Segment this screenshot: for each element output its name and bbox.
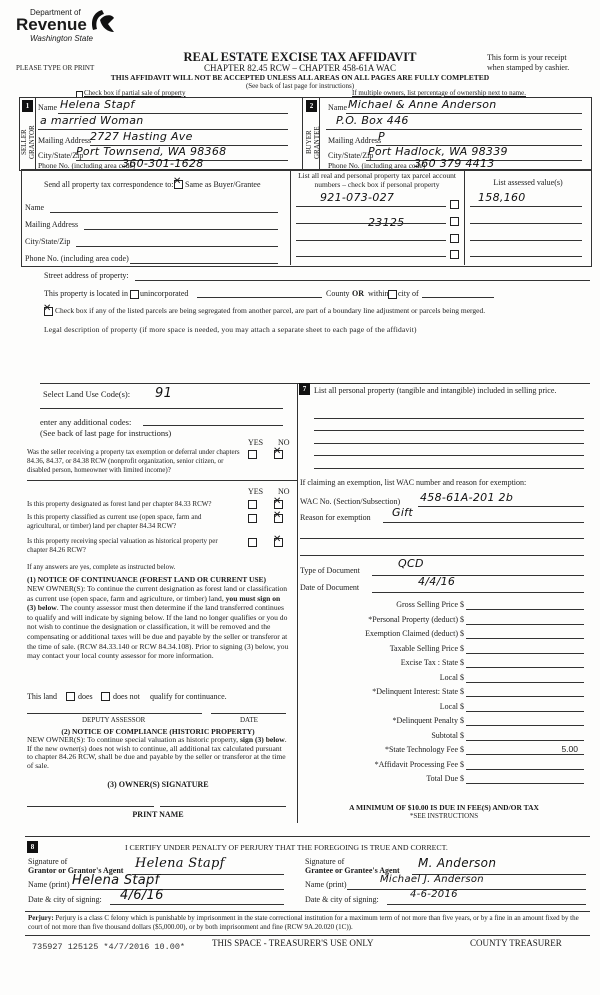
parcel-number[interactable]: 23125: [368, 216, 405, 229]
partial-sale-label: Check box if partial sale of property: [84, 89, 186, 97]
fee-label: Subtotal $: [431, 730, 464, 740]
owner-signature-label: (3) OWNER(S) SIGNATURE: [107, 780, 209, 789]
county-field[interactable]: [197, 297, 322, 298]
corr-mail-field[interactable]: [84, 229, 278, 230]
same-as-buyer-checkbox[interactable]: [174, 180, 183, 189]
q2-yes-checkbox[interactable]: [248, 500, 257, 509]
segregated-checkbox[interactable]: [44, 307, 53, 316]
question-current-use: Is this property classified as current use (open space, farm and agricultural, or timber) land per chapter 84.34 RCW?: [27, 513, 202, 530]
dor-logo-mark-icon: [88, 8, 116, 38]
street-address-field[interactable]: [135, 280, 590, 281]
q1-yes-checkbox[interactable]: [248, 450, 257, 459]
notice-continuance-title: (1) NOTICE OF CONTINUANCE (FOREST LAND OR CURRENT USE): [27, 575, 267, 584]
segregated-label: Check box if any of the listed parcels are being segregated from another parcel, are part of a boundary line adjustment or parcels being merged.: [55, 306, 486, 315]
notice-compliance-text: NEW OWNER(S): To continue special valuation as historic property, sign (3) below. If the new owner(s) does not wish to continue, all additional tax calculated pursuant to chapter 84.26 RCW, shall be due and payable by the seller or transferor at the time of sale.: [27, 735, 287, 770]
question-historical: Is this property receiving special valuation as historical property per chapter 84.26 RCW?: [27, 537, 218, 554]
assessed-header: List assessed value(s): [493, 178, 563, 187]
q1-no-checkbox[interactable]: [274, 450, 283, 459]
perjury-notice: Perjury: Perjury is a class C felony which is punishable by imprisonment in the state correctional institution for a maximum term of not more than five years, or by a fine in an amount fixed by the court of not more than five thousand dollars ($5,000.00), or by both imprisonment and fine (RCW 9A.20.020 (1C)).: [28, 914, 579, 931]
fee-label: *Delinquent Penalty $: [392, 716, 464, 725]
q4-no-checkbox[interactable]: [274, 538, 283, 547]
personal-property-checkbox[interactable]: [450, 217, 459, 226]
city-checkbox[interactable]: [388, 290, 397, 299]
assessed-value[interactable]: 158,160: [478, 191, 526, 204]
parcels-header: List all real and personal property tax parcel account numbers – check box if personal property: [298, 171, 456, 189]
corr-city-field[interactable]: [76, 246, 278, 247]
q4-yes-checkbox[interactable]: [248, 538, 257, 547]
minimum-due-note: A MINIMUM OF $10.00 IS DUE IN FEE(S) AND/OR TAX: [349, 803, 539, 812]
fee-label: Total Due $: [426, 774, 464, 783]
owner-print-name-field[interactable]: [160, 806, 286, 807]
see-back: (See back of last page for instructions): [245, 82, 355, 90]
seller-phone[interactable]: 360-301-1628: [122, 157, 204, 170]
deputy-assessor-signature[interactable]: [27, 713, 202, 714]
correspondence-label: Send all property tax correspondence to:: [44, 180, 174, 189]
fee-label: Local $: [439, 672, 464, 682]
seller-name-line2[interactable]: a married Woman: [40, 114, 144, 127]
corr-phone-field[interactable]: [130, 263, 278, 264]
notice-compliance-title: (2) NOTICE OF COMPLIANCE (HISTORIC PROPERTY): [61, 727, 255, 736]
personal-property-line[interactable]: [314, 468, 584, 469]
personal-property-line[interactable]: [314, 443, 584, 444]
buyer-phone[interactable]: 360 379 4413: [414, 157, 495, 170]
buyer-name-line2[interactable]: P.O. Box 446: [336, 114, 409, 127]
grantee-signing-date[interactable]: 4-6-2016: [410, 889, 458, 900]
multiple-owners-note: If multiple owners, list percentage of ownership next to name.: [352, 89, 526, 97]
fee-value[interactable]: 5.00: [561, 744, 578, 754]
seller-side-label: SELLER GRANTOR: [20, 125, 36, 160]
fee-label: Gross Selling Price $: [396, 600, 464, 609]
personal-property-line[interactable]: [314, 430, 584, 431]
assessor-date-field[interactable]: [211, 713, 286, 714]
please-type: PLEASE TYPE OR PRINT: [16, 64, 95, 72]
seller-name[interactable]: Helena Stapf: [60, 98, 135, 111]
question-exemption: Was the seller receiving a property tax exemption or deferral under chapters 84.36, 84.37, or 84.38 RCW (nonprofit organization, senior citizen, or disabled person, homeowner with limited income)?: [27, 448, 240, 474]
does-checkbox[interactable]: [66, 692, 75, 701]
land-use-code[interactable]: 91: [155, 386, 173, 401]
cashier-stamp: 735927 125125 *4/7/2016 10.00*: [32, 942, 186, 952]
seller-mailing-address[interactable]: 2727 Hasting Ave: [90, 130, 193, 143]
legal-description-label: Legal description of property (if more space is needed, you may attach a separate sheet to each page of the affidavit): [44, 325, 417, 334]
q3-no-checkbox[interactable]: [274, 514, 283, 523]
personal-property-checkbox[interactable]: [450, 250, 459, 259]
same-as-buyer-label: Same as Buyer/Grantee: [185, 180, 261, 189]
notice-continuance-text: NEW OWNER(S): To continue the current designation as forest land or classification as current use (open space, farm and agriculture, or timber) land, you must sign on (3) below. The county assessor must then determine if the land transferred continues to qualify and will indicate by signing below. If the land no longer qualifies or you do not wish to continue the designation or classification, it will be removed and the compensating or additional taxes will be due and payable by the seller or transferor at the time of sale. (RCW 84.33.140 or RCW 84.34.108). Prior to signing (3) below, you may contact your local county assessor for more information.: [27, 584, 289, 661]
question-forest: Is this property designated as forest land per chapter 84.33 RCW?: [27, 500, 212, 508]
chapter-line: CHAPTER 82.45 RCW – CHAPTER 458-61A WAC: [204, 63, 396, 73]
buyer-name[interactable]: Michael & Anne Anderson: [348, 98, 497, 111]
grantor-signing-date[interactable]: 4/6/16: [120, 888, 164, 903]
personal-property-label: List all personal property (tangible and intangible) included in selling price.: [314, 386, 557, 395]
receipt-note: This form is your receipt: [487, 53, 567, 62]
q3-yes-checkbox[interactable]: [248, 514, 257, 523]
buyer-city-state-zip[interactable]: Port Hadlock, WA 98339: [368, 145, 508, 158]
q2-no-checkbox[interactable]: [274, 500, 283, 509]
form-title: REAL ESTATE EXCISE TAX AFFIDAVIT: [183, 50, 417, 64]
fee-label: *Delinquent Interest: State $: [372, 687, 464, 696]
buyer-side-label: BUYER GRANTEE: [305, 126, 321, 159]
corr-name-field[interactable]: [50, 212, 278, 213]
buyer-mailing-address[interactable]: P: [378, 130, 385, 143]
additional-codes-field[interactable]: [143, 425, 283, 426]
does-not-checkbox[interactable]: [101, 692, 110, 701]
excise-tax-affidavit: Department of Revenue Washington State REAL ESTATE EXCISE TAX AFFIDAVIT CHAPTER 82.45 RCW – CHAPTER 458-61A WAC PLEASE TYPE OR PRINT This form is your receipt when stamped by cashier. THIS AFFIDAVIT WILL NOT BE ACCEPTED UNLESS ALL AREAS ON ALL PAGES ARE FULLY COMPLETED (See back of last page for instructions) Check box if partial sale of property If multiple owners, list percentage of ownership next to name. 1 SELLER GRANTOR Name Helena Stapf a married Woman Mailing Address 2727 Hasting Ave City/State/Zip Port Townsend, WA 98368 Phone No. (including area code) 360-301-1628 2 BUYER GRANTEE Name Michael & Anne Anderson P.O. Box 446 Mailing Address P City/State/Zip Port Hadlock, WA 98339 Phone No. (including area code) 360 379 4413 Send all property tax correspondence to: ✕ Same as Buyer/Grantee Name Mailing Address City/State/Zip Phone No. (including area code) List all real and personal property tax parcel account numbers – check box if personal property List assessed value(s) 921-073-027 23125 158,160 Street address of property: This property is located in unincorporated County OR within city of ✕ Check box if any of the listed parcels are being segregated from another parcel, are part of a boundary line adjustment or parcels being merged. Legal description of property (if more space is needed, you may attach a separate sheet to each page of the affidavit) Select Land Use Code(s): 91 enter any additional codes: (See back of last page for instructions) YES NO Was the seller receiving a property tax exemption or deferral under chapters 84.36, 84.37, or 84.38 RCW (nonprofit organization, senior citizen, or disabled person, homeowner with limited income)? ✕ YES NO Is this property designated as forest land per chapter 84.33 RCW? ✕ Is this property classified as current use (open space, farm and agricultural, or timber) land per chapter 84.34 RCW? ✕ Is this property receiving special valuation as historical property per chapter 84.26 RCW? ✕ If any answers are yes, complete as instructed below. (1) NOTICE OF CONTINUANCE (FOREST LAND OR CURRENT USE) NEW OWNER(S): To continue the current designation as forest land or classification as current use (open space, farm and agriculture, or timber) land, you must sign on (3) below. The county assessor must then determine if the land transferred continues to qualify and will indicate by signing below. If the land no longer qualifies or you do not wish to continue the designation or classification, it will be removed and the compensating or additional taxes will be due and payable by the seller or transferor at the time of sale. (RCW 84.33.140 or RCW 84.34.108). Prior to signing (3) below, you may contact your local county assessor for more information. This land does does not qualify for continuance. DEPUTY ASSESSOR DATE (2) NOTICE OF COMPLIANCE (HISTORIC PROPERTY) NEW OWNER(S): To continue special valuation as historic property, sign (3) below. If the new owner(s) does not wish to continue, all additional tax calculated pursuant to chapter 84.26 RCW, shall be due and payable by the seller or transferor at the time of sale. (3) OWNER(S) SIGNATURE PRINT NAME 7 List all personal property (tangible and intangible) included in selling price. If claiming an exemption, list WAC number and reason for exemption: WAC No. (Section/Subsection) 458-61A-201 2b Reason for exemption Gift Type of Document QCD Date of Document 4/4/16 Gross Selling Price $ *Personal Property (deduct) $ Exemption Claimed (deduct) $ Taxable Selling Price $ Excise Tax : State $ Local $ *Delinquent Interest: State $ Local $ *Delinquent Penalty $ Subtotal $ *State Technology Fee $ 5.00 *Affidavit Processing Fee $ Total Due $ A MINIMUM OF $10.00 IS DUE IN FEE(S) AND/OR TAX *SEE INSTRUCTIONS 8 I CERTIFY UNDER PENALTY OF PERJURY THAT THE FOREGOING IS TRUE AND CORRECT. Signature of Grantor or Grantor's Agent Helena Stapf Name (print) Helena Stapf Date & city of signing: 4/6/16 Signature of Grantee or Grantee's Agent M. Anderson Name (print) Michael J. Anderson Date & city of signing: 4-6-2016 Perjury: Perjury is a class C felony which is punishable by imprisonment in the state correctional institution for a maximum term of not more than five years, or by a fine in an amount fixed by the court of not more than five thousand dollars ($5,000.00), or by both imprisonment and fine (RCW 9A.20.020 (1C)). 735927 125125 *4/7/2016 10.00* THIS SPACE - TREASURER'S USE ONLY COUNTY TREASURER: [0, 0, 600, 995]
grantee-print-name[interactable]: Michael J. Anderson: [380, 874, 484, 885]
fee-label: *Affidavit Processing Fee $: [374, 759, 464, 769]
fee-label: *State Technology Fee $: [384, 745, 464, 754]
certification-statement: I CERTIFY UNDER PENALTY OF PERJURY THAT THE FOREGOING IS TRUE AND CORRECT.: [125, 843, 448, 852]
parcel-number[interactable]: 921-073-027: [320, 191, 395, 204]
exemption-reason[interactable]: Gift: [392, 506, 413, 519]
personal-property-line[interactable]: [314, 418, 584, 419]
document-date[interactable]: 4/4/16: [418, 575, 456, 588]
owner-signature-field[interactable]: [27, 806, 154, 807]
fee-label: *Personal Property (deduct) $: [368, 614, 464, 624]
grantor-signature[interactable]: Helena Stapf: [135, 856, 225, 871]
personal-property-line[interactable]: [314, 455, 584, 456]
wac-number[interactable]: 458-61A-201 2b: [420, 491, 514, 504]
fee-label: Taxable Selling Price $: [389, 643, 464, 653]
grantor-print-name[interactable]: Helena Stapf: [72, 873, 160, 888]
document-type[interactable]: QCD: [398, 557, 424, 570]
personal-property-checkbox[interactable]: [450, 200, 459, 209]
fee-label: Excise Tax : State $: [400, 658, 464, 667]
seller-city-state-zip[interactable]: Port Townsend, WA 98368: [76, 145, 227, 158]
grantee-signature[interactable]: M. Anderson: [418, 856, 497, 870]
personal-property-checkbox[interactable]: [450, 234, 459, 243]
receipt-note-2: when stamped by cashier.: [487, 63, 570, 72]
fee-label: Exemption Claimed (deduct) $: [365, 629, 464, 638]
county-treasurer-label: COUNTY TREASURER: [470, 938, 562, 948]
street-address-label: Street address of property:: [44, 271, 129, 280]
fee-label: Local $: [439, 701, 464, 711]
treasurer-use-label: THIS SPACE - TREASURER'S USE ONLY: [212, 938, 374, 948]
city-field[interactable]: [422, 297, 494, 298]
unincorporated-checkbox[interactable]: [130, 290, 139, 299]
warning-line: THIS AFFIDAVIT WILL NOT BE ACCEPTED UNLESS ALL AREAS ON ALL PAGES ARE FULLY COMPLETED: [110, 73, 490, 82]
